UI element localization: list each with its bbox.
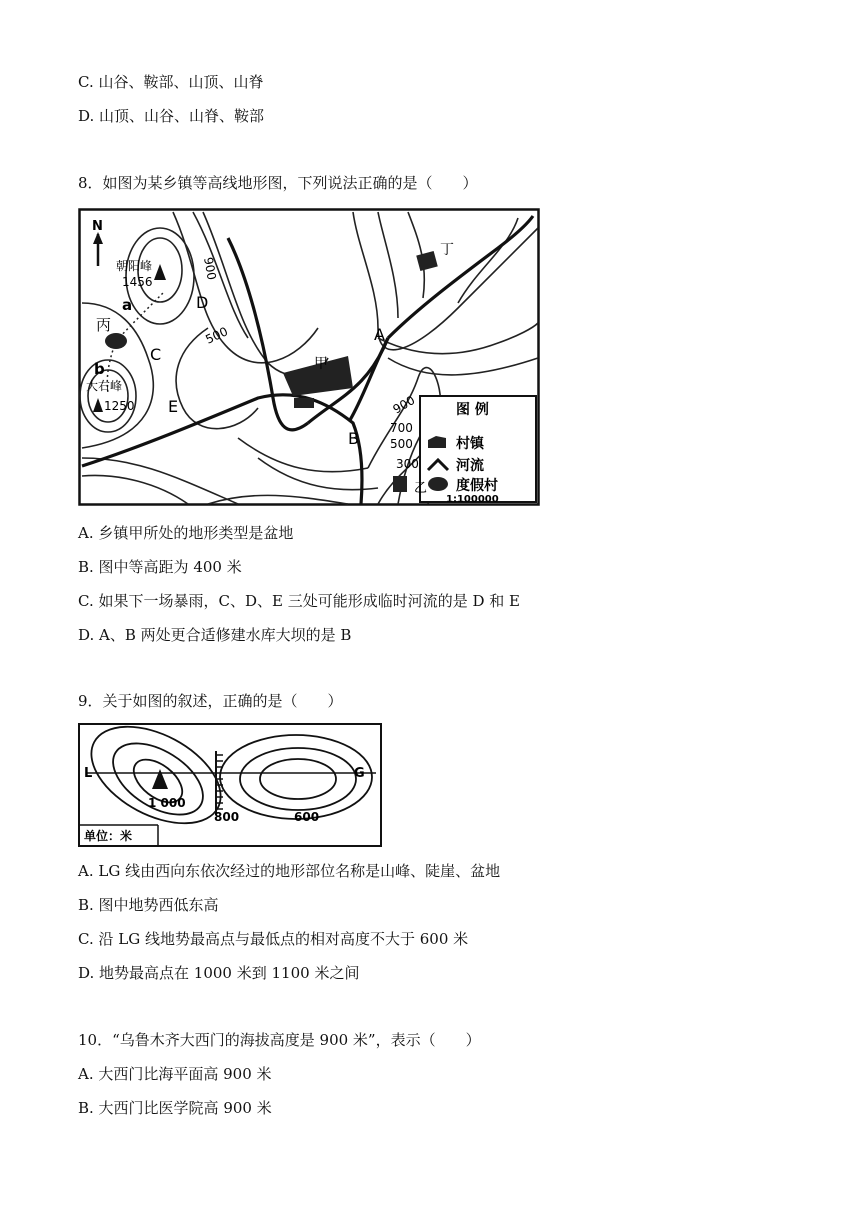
q9-option-c: C. 沿 LG 线地势最高点与最低点的相对高度不大于 600 米 <box>78 930 469 948</box>
q8-label-B: B <box>348 429 359 448</box>
q8-label-a-lower: a <box>122 296 133 314</box>
q10-option-b: B. 大西门比医学院高 900 米 <box>78 1099 272 1117</box>
q8-option-c: C. 如果下一场暴雨，C、D、E 三处可能形成临时河流的是 D 和 E <box>78 592 520 610</box>
q8-north-label: N <box>92 219 103 234</box>
q8-legend-river: 河流 <box>456 458 484 474</box>
q8-option-d: D. A、B 两处更合适修建水库大坝的是 B <box>78 626 352 644</box>
q9-option-d: D. 地势最高点在 1000 米到 1100 米之间 <box>78 964 360 982</box>
q8-contour-map <box>78 208 540 506</box>
q8-contour-900-right: 900 <box>390 393 418 417</box>
q9-label-G: G <box>354 766 365 781</box>
q9-stem: 9．关于如图的叙述，正确的是（ ） <box>78 692 343 710</box>
q9-option-b: B. 图中地势西低东高 <box>78 896 219 914</box>
q7-option-d: D. 山顶、山谷、山脊、鞍部 <box>78 107 265 125</box>
q10-stem: 10．“乌鲁木齐大西门的海拔高度是 900 米”，表示（ ） <box>78 1031 481 1049</box>
q8-peak1-name: 朝阳峰 <box>116 259 153 273</box>
q9-unit-label: 单位：米 <box>84 829 133 843</box>
q8-label-b-lower: b <box>94 360 105 378</box>
q8-contour-500-left: 500 <box>203 324 231 347</box>
q8-stem: 8．如图为某乡镇等高线地形图，下列说法正确的是（ ） <box>78 174 478 192</box>
q8-peak2-name: 大右峰 <box>86 379 123 393</box>
q9-contour-diagram <box>78 723 382 847</box>
q8-label-yi: 乙 <box>414 481 428 496</box>
q8-label-ding: 丁 <box>440 242 454 258</box>
q9-label-L: L <box>84 766 93 781</box>
q8-legend-title: 图 例 <box>456 402 489 418</box>
q7-option-c: C. 山谷、鞍部、山顶、山脊 <box>78 73 264 91</box>
q9-contour-800: 800 <box>214 810 240 824</box>
q8-label-D: D <box>196 293 209 312</box>
q8-option-a: A. 乡镇甲所处的地形类型是盆地 <box>78 524 294 542</box>
q8-contour-500-right: 500 <box>390 437 413 451</box>
q8-legend-resort: 度假村 <box>456 478 498 494</box>
q8-peak1-height: 1456 <box>122 275 153 289</box>
q8-legend-scale: 1:100000 <box>446 494 499 505</box>
q9-option-a: A. LG 线由西向东依次经过的地形部位名称是山峰、陡崖、盆地 <box>78 862 501 880</box>
q8-label-A: A <box>374 325 385 344</box>
q8-label-E: E <box>168 397 179 416</box>
q8-option-b: B. 图中等高距为 400 米 <box>78 558 242 576</box>
q8-label-C: C <box>150 345 162 364</box>
q8-peak2-height: 1250 <box>104 399 135 413</box>
q8-contour-700: 700 <box>390 421 413 435</box>
q9-contour-1000: 1 000 <box>148 796 186 810</box>
q9-contour-600: 600 <box>294 810 320 824</box>
q8-contour-900-top: 900 <box>201 256 219 282</box>
q8-label-jia: 甲 <box>314 356 328 372</box>
q8-label-bing: 丙 <box>96 316 112 334</box>
q10-option-a: A. 大西门比海平面高 900 米 <box>78 1065 272 1083</box>
q8-contour-300: 300 <box>396 457 419 471</box>
q8-legend-village: 村镇 <box>456 436 484 452</box>
